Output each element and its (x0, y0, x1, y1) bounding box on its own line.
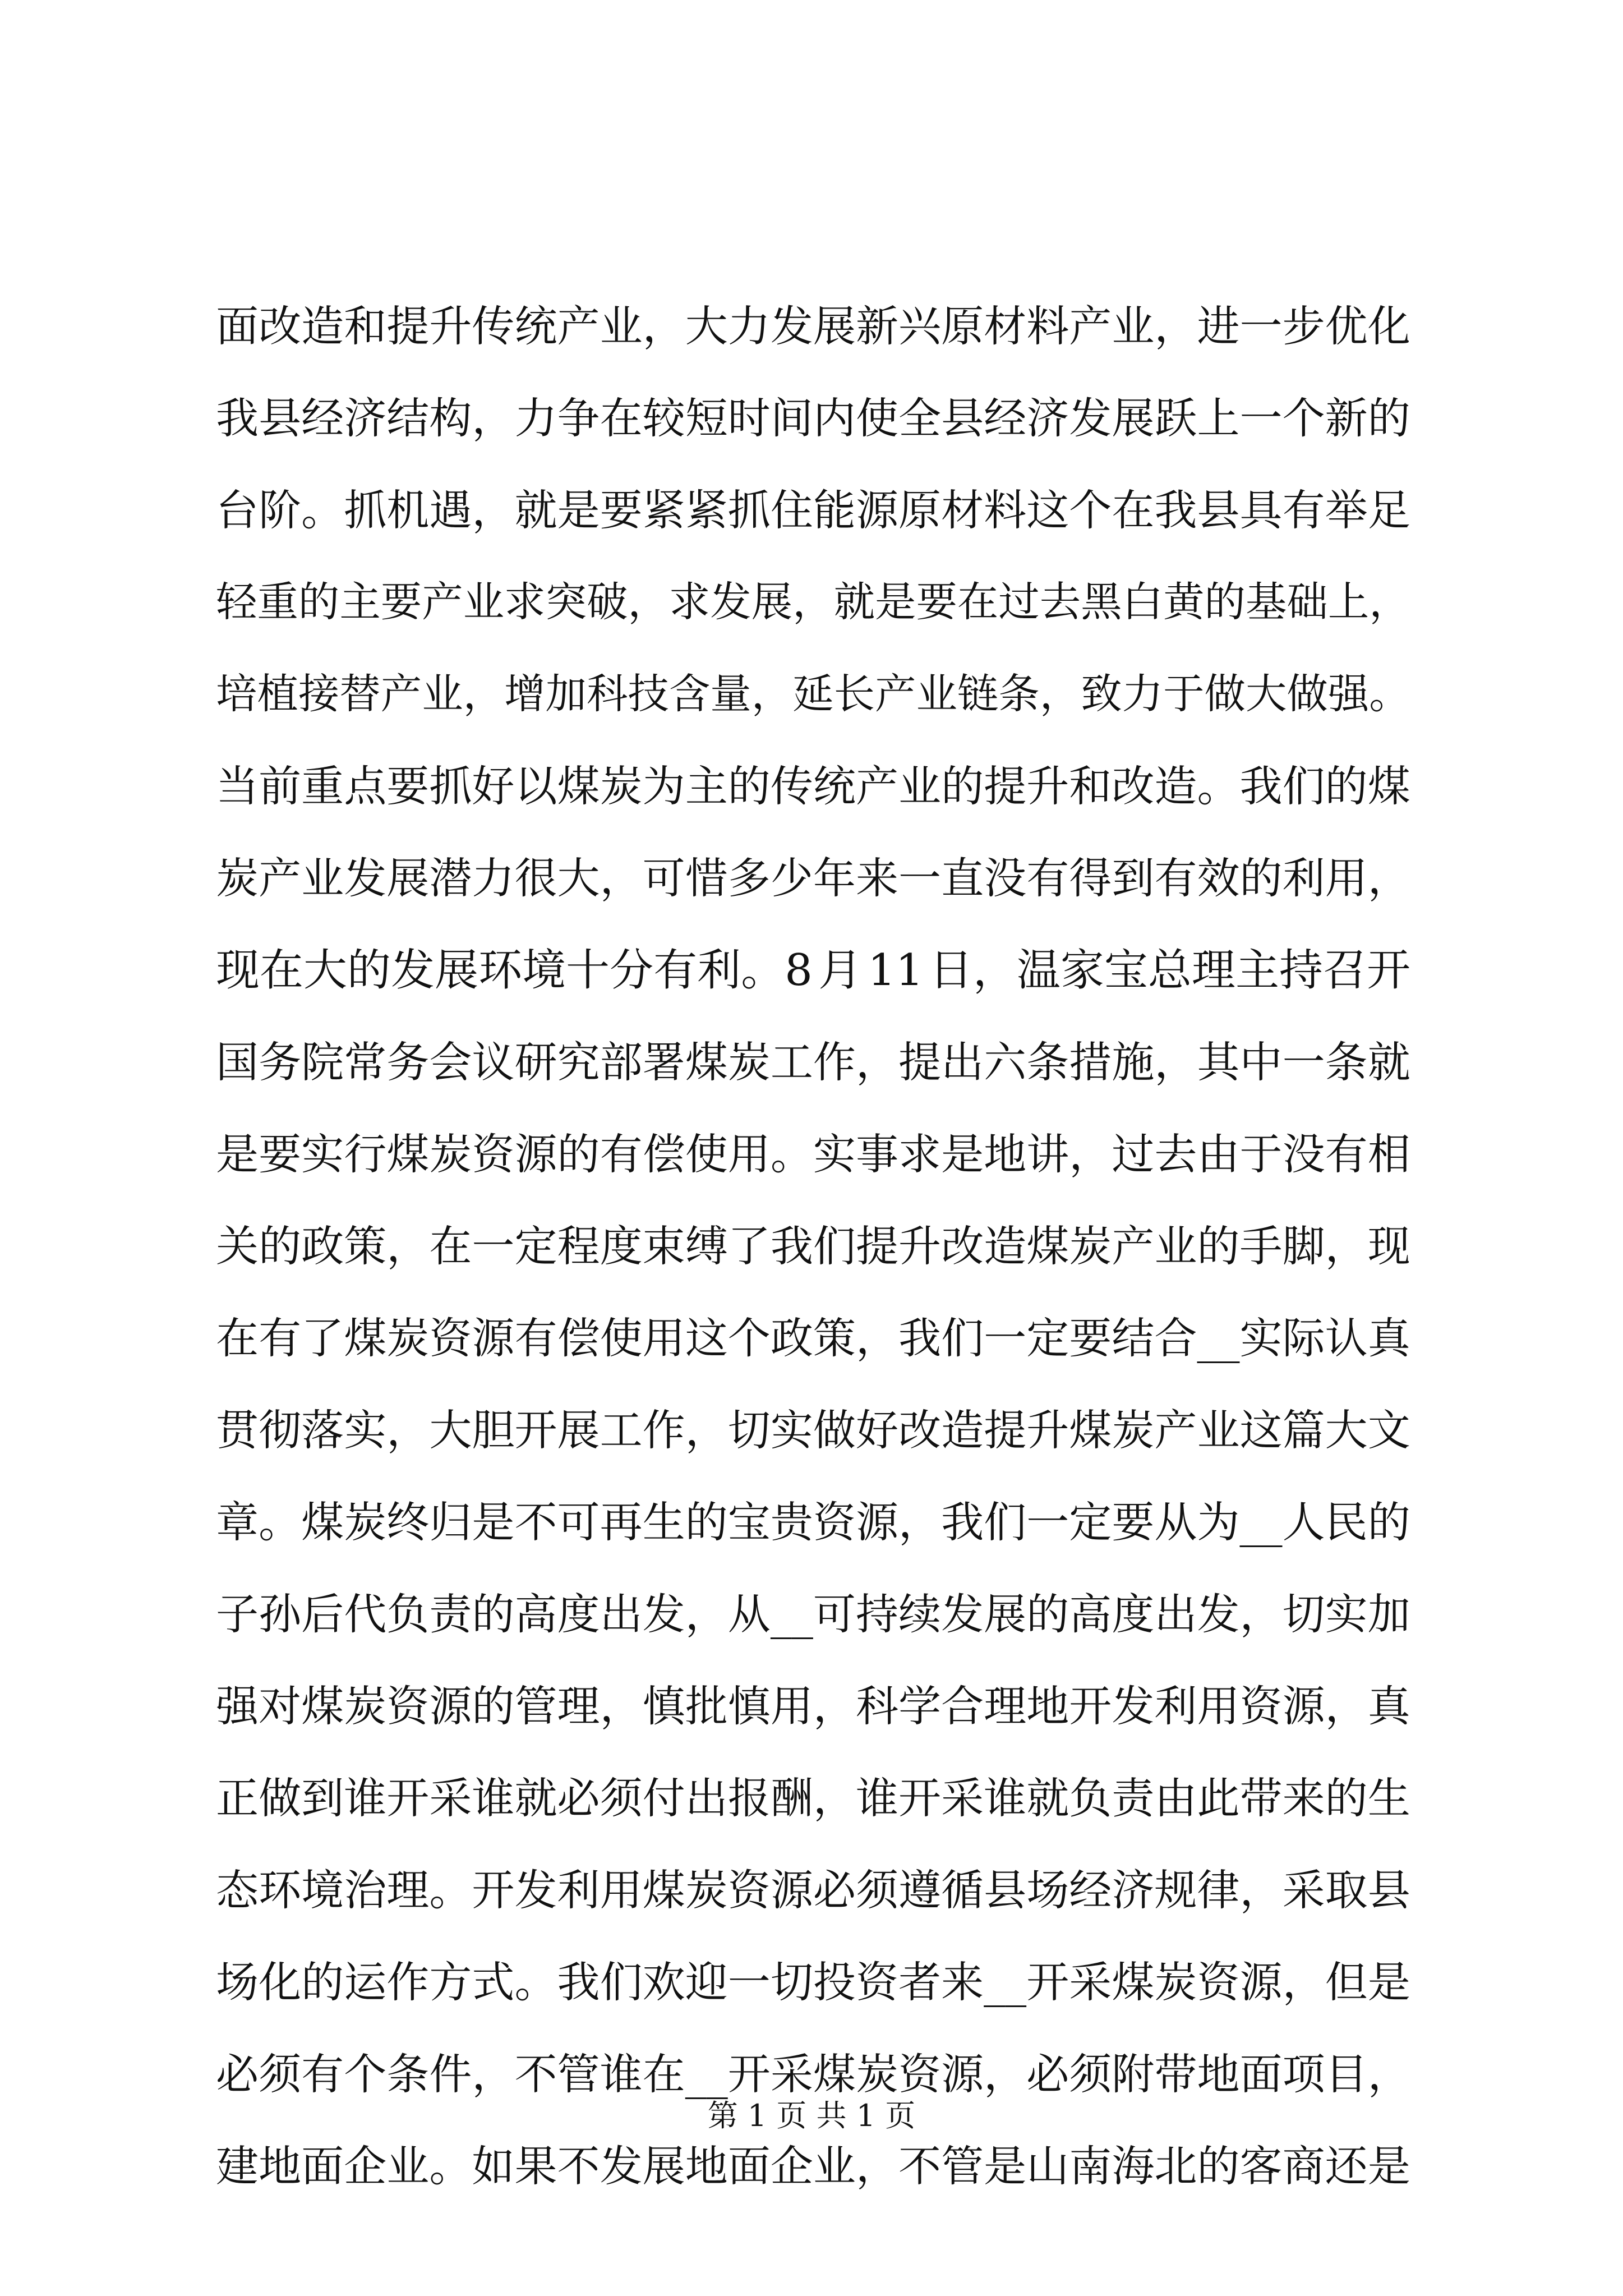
text-line: 章 。 煤 炭 终 归 是 不 可 再 生 的 宝 贵 资 源 ， 我 们 一 定 要 从 为 __ 人 民 的 (216, 1497, 1410, 1547)
text-line: 正 做 到 谁 开 采 谁 就 必 须 付 出 报 酬 ， 谁 开 采 谁 就 负 责 由 此 带 来 的 生 (216, 1773, 1410, 1823)
text-line: 面 改 造 和 提 升 传 统 产 业 ， 大 力 发 展 新 兴 原 材 料 产 业 ， 进 一 步 优 化 (216, 301, 1410, 351)
text-line: 贯 彻 落 实 ， 大 胆 开 展 工 作 ， 切 实 做 好 改 造 提 升 煤 炭 产 业 这 篇 大 文 (216, 1405, 1410, 1455)
text-line: 轻 重 的 主 要 产 业 求 突 破 ， 求 发 展 ， 就 是 要 在 过 去 黑 白 黄 的 基 础 上 ， (216, 578, 1410, 627)
text-line: 子 孙 后 代 负 责 的 高 度 出 发 ， 从 __ 可 持 续 发 展 的 高 度 出 发 ， 切 实 加 (216, 1589, 1410, 1639)
text-line: 在 有 了 煤 炭 资 源 有 偿 使 用 这 个 政 策 ， 我 们 一 定 要 结 合 __ 实 际 认 真 (216, 1313, 1410, 1363)
text-line: 关 的 政 策 ， 在 一 定 程 度 束 缚 了 我 们 提 升 改 造 煤 炭 产 业 的 手 脚 ， 现 (216, 1221, 1410, 1271)
text-line: 必 须 有 个 条 件 ， 不 管 谁 在 __ 开 采 煤 炭 资 源 ， 必 须 附 带 地 面 项 目 ， (216, 2049, 1410, 2099)
text-line: 场 化 的 运 作 方 式 。 我 们 欢 迎 一 切 投 资 者 来 __ 开 采 煤 炭 资 源 ， 但 是 (216, 1957, 1410, 2007)
text-line: 强 对 煤 炭 资 源 的 管 理 ， 慎 批 慎 用 ， 科 学 合 理 地 开 发 利 用 资 源 ， 真 (216, 1681, 1410, 1731)
text-line: 台 阶 。 抓 机 遇 ， 就 是 要 紧 紧 抓 住 能 源 原 材 料 这 个 在 我 县 具 有 举 足 (216, 485, 1410, 535)
text-line: 培 植 接 替 产 业 ， 增 加 科 技 含 量 ， 延 长 产 业 链 条 ， 致 力 于 做 大 做 强 。 (216, 670, 1410, 719)
text-line: 当 前 重 点 要 抓 好 以 煤 炭 为 主 的 传 统 产 业 的 提 升 和 改 造 。 我 们 的 煤 (216, 761, 1410, 811)
text-line: 炭 产 业 发 展 潜 力 很 大 ， 可 惜 多 少 年 来 一 直 没 有 得 到 有 效 的 利 用 ， (216, 853, 1410, 903)
page-footer: 第 1 页 共 1 页 (707, 2098, 916, 2133)
text-line: 国 务 院 常 务 会 议 研 究 部 署 煤 炭 工 作 ， 提 出 六 条 措 施 ， 其 中 一 条 就 (216, 1037, 1410, 1087)
document-body (216, 280, 1410, 2212)
text-line: 建 地 面 企 业 。 如 果 不 发 展 地 面 企 业 ， 不 管 是 山 南 海 北 的 客 商 还 是 (216, 2141, 1410, 2191)
text-line: 我 县 经 济 结 构 ， 力 争 在 较 短 时 间 内 使 全 县 经 济 发 展 跃 上 一 个 新 的 (216, 393, 1410, 443)
text-line: 态 环 境 治 理 。 开 发 利 用 煤 炭 资 源 必 须 遵 循 县 场 经 济 规 律 ， 采 取 县 (216, 1865, 1410, 1915)
text-line: 是 要 实 行 煤 炭 资 源 的 有 偿 使 用 。 实 事 求 是 地 讲 ， 过 去 由 于 没 有 相 (216, 1129, 1410, 1179)
text-line: 现 在 大 的 发 展 环 境 十 分 有 利 。 8 月 11 日 ， 温 家 宝 总 理 主 持 召 开 (216, 945, 1410, 996)
